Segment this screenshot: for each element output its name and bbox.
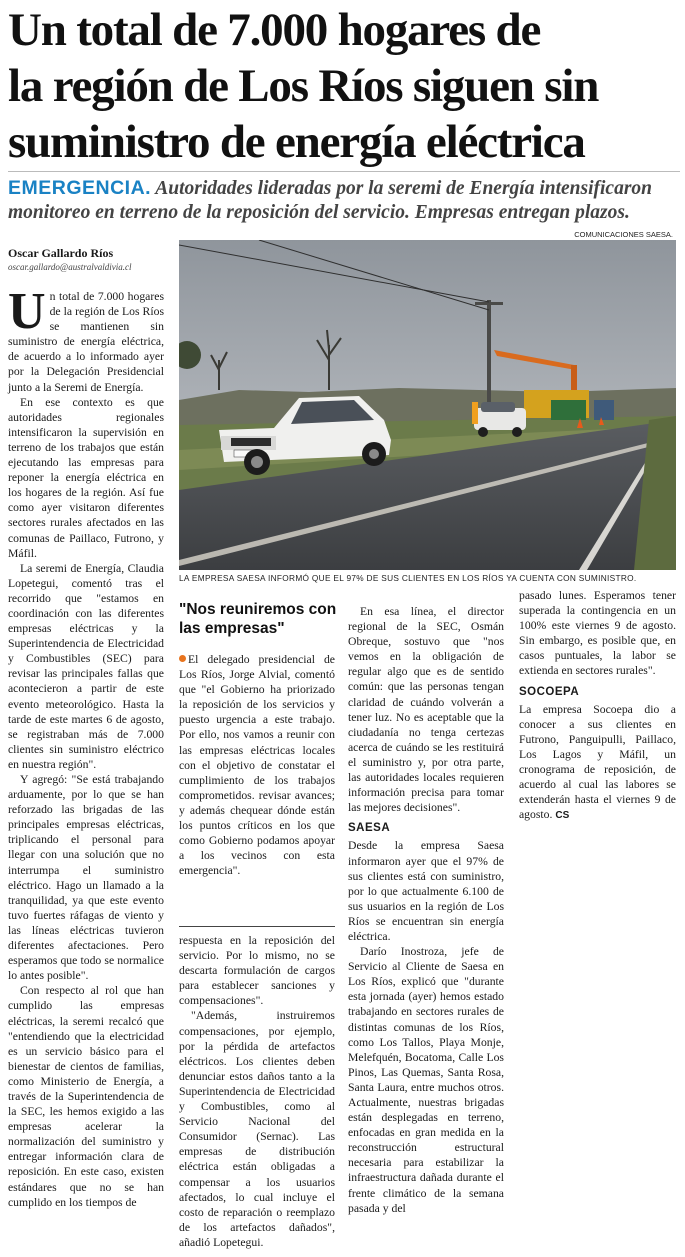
road-scene-image xyxy=(179,240,676,570)
author-name: Oscar Gallardo Ríos xyxy=(8,246,114,260)
paragraph: respuesta en la reposición del servicio. Por lo mismo, no se descarta formulación de cargos para establecer sanciones y compensaciones". xyxy=(179,934,335,1008)
headline-line-3: suministro de energía eléctrica xyxy=(8,116,585,168)
paragraph: Darío Inostroza, jefe de Servicio al Cliente de Saesa en Los Ríos, explicó que "durante esta jornada (ayer) hemos estado trabajando en sectores rurales de distintas comunas de los Ríos, como Los Tallos, Playa Monje, Melefquén, Bocatoma, Calle Los Pinos, Las Quemas, Santa Rosa, Santa Laura, entre muchos otros. Actualmente, nuestras brigadas están desplegadas en terreno, enfocadas en gran medida en la reconstrucción estructural necesaria para estabilizar la infraestructura dañada durante el frente climático de la semana pasada y del xyxy=(348,945,504,1215)
lede xyxy=(8,176,680,225)
bullet-icon xyxy=(179,655,186,662)
paragraph: Desde la empresa Saesa informaron ayer que el 97% de sus clientes está con suministro, por lo que actualmente 6.100 de sus usuarios en la región de Los Ríos se encuentran sin energía eléctrica. xyxy=(348,839,504,943)
paragraph xyxy=(519,702,676,824)
paragraph: pasado lunes. Esperamos tener superada la contingencia en un 100% este viernes 9 de agosto. Sin embargo, es posible que, en casos puntuales, la labor se extienda en sectores rurales". xyxy=(519,589,676,678)
photo-caption: LA EMPRESA SAESA INFORMÓ QUE EL 97% DE SUS CLIENTES EN LOS RÍOS YA CUENTA CON SUMINISTRO. xyxy=(179,573,637,583)
author-email: oscar.gallardo@australvaldivia.cl xyxy=(8,262,132,272)
headline xyxy=(8,2,680,170)
paragraph-text: La empresa Socoepa dio a conocer a sus clientes en Futrono, Panguipulli, Paillaco, Los Lagos y Máfil, un cronograma de reposición, de acuerdo al cual las labores se extenderán hasta el viernes 9 de agosto. xyxy=(519,702,676,822)
article-column-3 xyxy=(348,604,504,1216)
drop-cap: U xyxy=(8,283,46,340)
headline-line-2: la región de Los Ríos siguen sin xyxy=(8,60,599,112)
article-column-2 xyxy=(179,933,335,1250)
article-column-4 xyxy=(519,588,676,823)
paragraph: "Además, instruiremos compensaciones, por ejemplo, por la pérdida de artefactos eléctricos. Los clientes deben denunciar estos daños tanto a la Superintendencia de Electricidad y Combustibles, como al Servicio Nacional del Consumidor (Sernac). Las empresas de distribución eléctrica están obligadas a compensar a los usuarios afectados, lo cual incluye el costo de reparación o reemplazo de los artefactos dañados", añadió Lopetegui. xyxy=(179,1009,335,1249)
quote-paragraph xyxy=(179,652,335,878)
quote-box-divider xyxy=(179,926,335,927)
paragraph: En esa línea, el director regional de la SEC, Osmán Obreque, sostuvo que "nos vemos en la obligación de regular algo que es de sentido común: que las personas tengan claridad de cuándo volverán a tener luz. No es aceptable que la ciudadanía no tenga certezas acerca de cuándo se les restituirá el suministro y, por otra parte, las autoridades locales requieren información precisa para tomar las mejores decisiones". xyxy=(348,605,504,815)
news-photo xyxy=(179,240,676,570)
article-column-1 xyxy=(8,283,164,1210)
lede-text: Autoridades lideradas por la seremi de Energía intensificaron monitoreo en terreno de la reposición del servicio. Empresas entregan plazos. xyxy=(8,178,653,223)
paragraph-text: n total de 7.000 hogares de la región de Los Ríos se mantienen sin suministro de energía eléctrica, de acuerdo a lo informado ayer por la Delegación Presidencial junto a la Seremi de Energía. xyxy=(8,290,164,394)
photo-credit: COMUNICACIONES SAESA. xyxy=(574,230,673,239)
section-tag: EMERGENCIA. xyxy=(8,177,152,199)
paragraph xyxy=(8,283,164,395)
paragraph: Y agregó: "Se está trabajando arduamente, por lo que se han reforzado las brigadas de las principales empresas eléctricas, triplicando el personal para llegar con una solución que no interrumpa el suministro eléctrico. Hago un llamado a la tranquilidad, ya que este evento tuvo fuertes ráfagas de viento y las líneas eléctricas tuvieron diferentes afectaciones. Pero esperamos que todo se normalice lo antes posible". xyxy=(8,773,164,983)
headline-line-1: Un total de 7.000 hogares de xyxy=(8,4,541,56)
paragraph: La seremi de Energía, Claudia Lopetegui, comentó tras el recorrido que "estamos en coordinación con las diferentes empresas eléctricas y la Superintendencia de Electricidad y Combustibles (SEC) para revisar las principales fallas que acontecieron a partir de este evento meteorológico. Hasta la tarde de este martes 6 de agosto, se registraban más de 7.000 clientes sin suministro eléctrico en nuestra región". xyxy=(8,561,164,771)
quote-box xyxy=(179,652,335,878)
quote-box-title: "Nos reuniremos con las empresas" xyxy=(179,601,337,637)
paragraph: Con respecto al rol que han cumplido las empresas eléctricas, la seremi recalcó que "entendiendo que la electricidad es un servicio básico para el bienestar de cientos de familias, como Ministerio de Energía, a través de la Superintendencia de la SEC, les hemos exigido a las empresas acelerar la normalización del suministro y entregar información clara de reposición. En este caso, existen estándares que no se han cumplido en los tiempos de xyxy=(8,984,164,1209)
quote-text: El delegado presidencial de Los Ríos, Jorge Alvial, comentó que "el Gobierno ha priorizado la reposición de los servicios y puesto urgencia a este trabajo. Por ello, nos vamos a reunir con las empresas eléctricas locales con el objetivo de constatar el cumplimiento de los trabajos comprometidos. revisar avances; y además chequear dónde están los puntos críticos en los que como Gobierno podamos apoyar a los vecinos con esta emergencia". xyxy=(179,653,335,878)
end-mark: CS xyxy=(555,810,570,822)
section-heading-saesa: SAESA xyxy=(348,822,391,835)
section-heading-socoepa: SOCOEPA xyxy=(519,685,580,698)
paragraph: En ese contexto es que autoridades regionales intensificaron la supervisión en terreno de los trabajos que están ejecutando las empresas para reponer la energía eléctrica en los hogares de la región. Así fue como ayer visitaron diferentes sectores rurales afectados en las comunas de Paillaco, Futrono, y Máfil. xyxy=(8,395,164,560)
divider xyxy=(8,171,680,172)
